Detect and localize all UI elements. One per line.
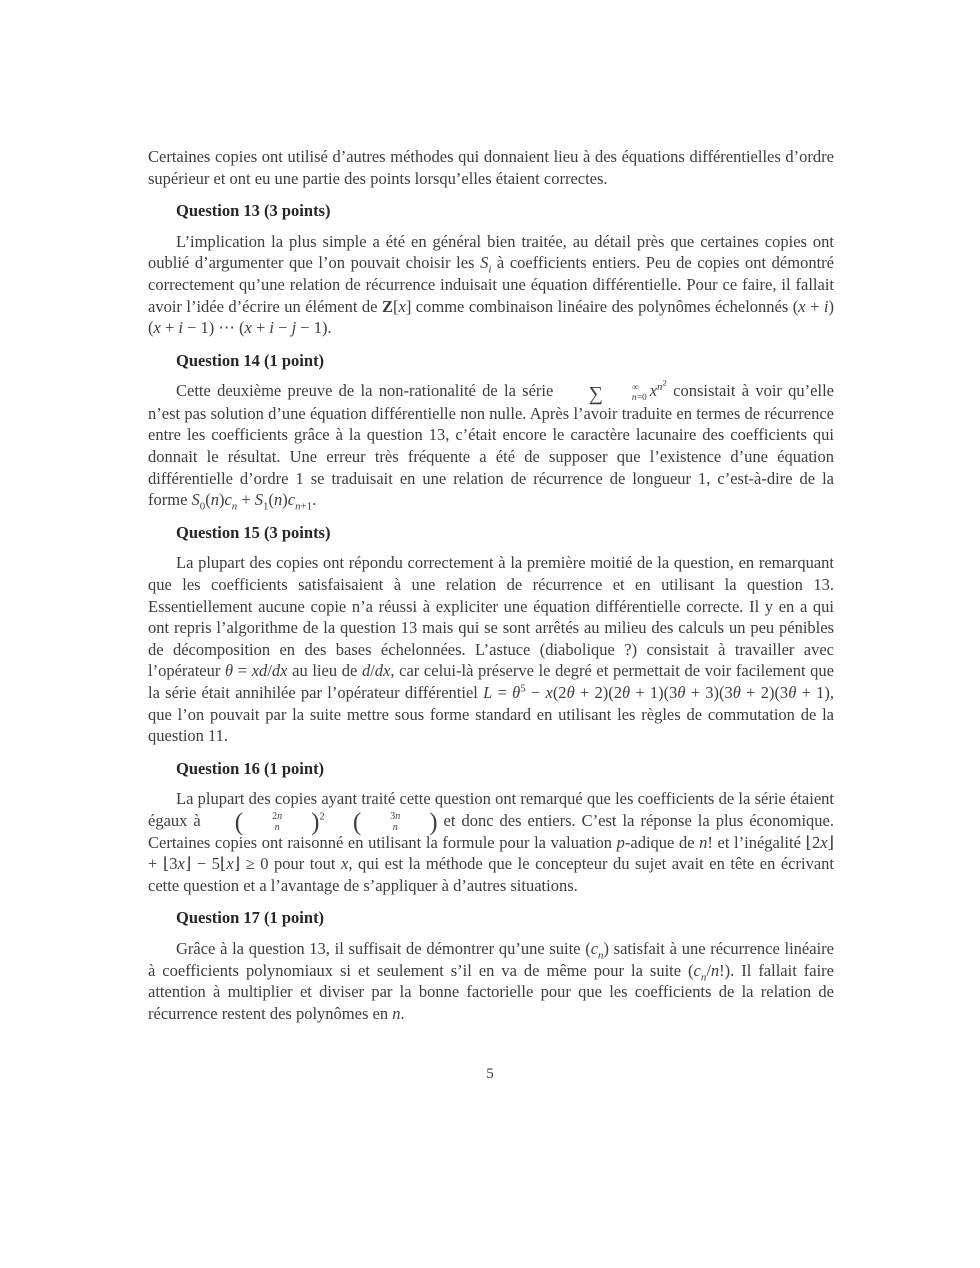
question-14-heading: Question 14 (1 point) <box>176 350 325 370</box>
question-14-paragraph: Cette deuxième preuve de la non-rationalité de la série ∑ ∞ n=0 $x^{n^2}$ consistait à voir qu’elle n’est pas solution d’une équation différentielle non nulle. Après l’avoir traduite en termes de récurrence entre les coefficients grâce à la question 13, c’était encore le caractère lacunaire des coefficients qui donnait le résultat. Une erreur très fréquente a été de supposer que l’existence d’une équation différentielle d’ordre 1 se traduisait en une relation de récurrence de longueur 1, c’est-à-dire de la forme $S_0(n)c_n + S_1(n)c_{n+1}$. <box>148 377 834 513</box>
question-16-heading: Question 16 (1 point) <box>176 758 325 778</box>
question-16-section <box>148 758 834 897</box>
question-13-heading: Question 13 (3 points) <box>176 201 331 221</box>
question-13-section <box>148 200 834 339</box>
intro-paragraph: Certaines copies ont utilisé d’autres méthodes qui donnaient lieu à des équations différentielles d’ordre supérieur et ont eu une partie des points lorsqu’elles étaient correctes. <box>148 147 834 188</box>
page-number: 5 <box>486 1066 494 1082</box>
question-14-section <box>148 350 834 511</box>
question-13-paragraph: L’implication la plus simple a été en général bien traitée, au détail près que certaines copies ont oublié d’argumenter que l’on pouvait choisir les $S_i$ à coefficients entiers. Peu de copies ont démontré correctement qu’une relation de récurrence induisait une équation différentielle. Pour ce faire, il fallait avoir l’idée d’écrire un élément de Z[x] comme combinaison linéaire des polynômes échelonnés (x + i)(x + i − 1) ⋯ (x + i − j − 1). <box>148 231 834 338</box>
question-15-paragraph: La plupart des copies ont répondu correctement à la première moitié de la question, en remarquant que les coefficients satisfaisaient à une relation de récurrence et en utilisant la question 13. Essentiellement aucune copie n’a réussi à expliciter une équation différentielle correcte. Il y en a qui ont repris l’algorithme de la question 13 mais qui se sont arrêtés au milieu des calculs un peu pénibles de décomposition en des bases échelonnées. L’astuce (diabolique ?) consistait à travailler avec l’opérateur θ = xd/dx au lieu de d/dx, car celui-là préserve le degré et permettait de voir facilement que la série était annihilée par l’opérateur différentiel $L = \theta^5 - x(2\theta + 2)(2\theta + 1)(3\theta + 3)(3\theta + 2)(3\theta + 1)$, que l’on pouvait par la suite mettre sous forme standard en utilisant les règles de commutation de la question 11. <box>148 553 835 746</box>
question-17-section <box>148 907 834 1024</box>
question-15-heading: Question 15 (3 points) <box>176 522 331 542</box>
question-15-section <box>148 522 834 747</box>
question-17-paragraph: Grâce à la question 13, il suffisait de démontrer qu’une suite $(c_n)$ satisfait à une récurrence linéaire à coefficients polynomiaux si et seulement s’il en va de même pour la suite $(c_n/n!)$. Il fallait faire attention à multiplier et diviser par la bonne factorielle pour que les coefficients de la relation de récurrence restent des polynômes en n. <box>148 938 834 1023</box>
question-17-heading: Question 17 (1 point) <box>176 908 325 928</box>
question-16-paragraph: La plupart des copies ayant traité cette question ont remarqué que les coefficients de la série étaient égaux à ( 2n n ) $^2$ ( 3n n ) et donc des entiers. C’est la réponse la plus économique. Certaines copies ont raisonné en utilisant la formule pour la valuation p-adique de n! et l’inégalité ⌊2x⌋ + ⌊3x⌋ − 5⌊x⌋ ≥ 0 pour tout x, qui est la méthode que le concepteur du sujet avait en tête en écrivant cette question et a l’avantage de s’appliquer à d’autres situations. <box>148 789 834 895</box>
text-block <box>148 146 834 1024</box>
